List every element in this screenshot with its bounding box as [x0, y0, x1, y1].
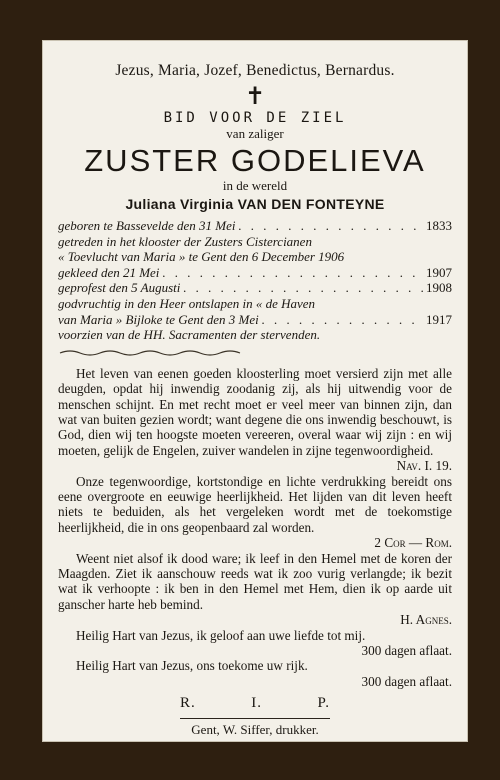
- printer-credit: Gent, W. Siffer, drukker.: [191, 722, 319, 738]
- rip-letter: R.: [180, 695, 196, 712]
- cross-icon: ✝: [244, 84, 266, 110]
- indulgence: 300 dagen aflaat.: [361, 673, 452, 689]
- fact-row: [58, 249, 452, 265]
- rip-letter: P.: [317, 695, 330, 712]
- deceased-name: ZUSTER GODELIEVA: [84, 143, 426, 178]
- leader-dots: [162, 265, 423, 281]
- fact-label: geprofest den 5 Augusti: [58, 280, 181, 296]
- card-content: [58, 58, 452, 738]
- fact-row: [58, 265, 452, 281]
- meditation-text: [58, 366, 452, 690]
- rip: [180, 695, 330, 712]
- life-facts: [58, 218, 452, 343]
- fact-row: [58, 296, 452, 312]
- van-zaliger: van zaliger: [226, 126, 284, 141]
- invocation: Jezus, Maria, Jozef, Benedictus, Bernardus.: [115, 62, 395, 79]
- fact-label: godvruchtig in den Heer ontslapen in « de Haven: [58, 295, 316, 311]
- paragraph: Onze tegenwoordige, kortstondige en lichte verdrukking bereidt ons eene overgroote en eeuwige heerlijkheid. Het lijden van dit leven heeft niets te beduiden, als het vergeleken wordt met de toekomstige heerlijkheid, die in ons geopenbaard zal worden.: [58, 473, 452, 535]
- leader-dots: [238, 218, 423, 234]
- paragraph: Het leven van eenen goeden kloosterling moet versierd zijn met alle deugden, opdat hij inwendig zoodanig zij, als hij uitwendig voor de menschen schijnt. En met recht moet er veel meer van binnen zijn, dan wat van buiten gezien wordt; want degene die ons inwendig beschouwt, is God, dien wij ten hoogste moeten vereeren, overal waar wij zijn : en wij moeten, gelijk de Engelen, zuiver wandelen in zijne tegenwoordigheid.: [58, 365, 452, 458]
- memorial-card: [42, 40, 468, 742]
- fact-label: getreden in het klooster der Zusters Cistercianen: [58, 233, 312, 249]
- paragraph: Weent niet alsof ik dood ware; ik leef in den Hemel met de koren der Maagden. Ziet ik aanschouw reeds wat ik zoo vurig verlangde; ik bezit wat ik verhoopte : ik ben in den Hemel met Hem, dien ik op aarde uit ganscher harte heb bemind.: [58, 550, 452, 612]
- prayer-heading: BID VOOR DE ZIEL: [163, 110, 347, 126]
- fact-year: 1833: [426, 218, 452, 233]
- fact-row: [58, 218, 452, 234]
- fact-label: geboren te Bassevelde den 31 Mei: [58, 218, 236, 233]
- in-de-wereld: in de wereld: [222, 178, 288, 193]
- ejaculation-prayer: Heilig Hart van Jezus, ons toekome uw rijk.: [76, 658, 308, 674]
- fact-label: van Maria » Bijloke te Gent den 3 Mei: [58, 311, 259, 327]
- fact-year: 1917: [426, 311, 452, 327]
- fact-row: [58, 234, 452, 250]
- ornamental-divider: [58, 349, 248, 357]
- fact-year: 1908: [426, 280, 452, 296]
- divider-line: [180, 718, 330, 719]
- source-citation: Nav. I. 19.: [396, 458, 452, 474]
- indulgence: 300 dagen aflaat.: [361, 643, 452, 659]
- fact-row: [58, 280, 452, 296]
- fact-year: 1907: [426, 264, 452, 280]
- rip-letter: I.: [251, 695, 263, 712]
- fact-label: gekleed den 21 Mei: [58, 264, 160, 280]
- fact-row: [58, 327, 452, 343]
- source-citation: 2 Cor — Rom.: [374, 535, 452, 551]
- leader-dots: [183, 280, 423, 296]
- source-citation: H. Agnes.: [400, 612, 452, 628]
- fact-label: voorzien van de HH. Sacramenten der stervenden.: [58, 327, 321, 343]
- worldly-name: Juliana Virginia VAN DEN FONTEYNE: [125, 196, 385, 212]
- ejaculation-prayer: Heilig Hart van Jezus, ik geloof aan uwe liefde tot mij.: [76, 627, 366, 643]
- fact-row: [58, 312, 452, 328]
- fact-label: « Toevlucht van Maria » te Gent den 6 December 1906: [58, 249, 345, 265]
- leader-dots: [262, 312, 423, 328]
